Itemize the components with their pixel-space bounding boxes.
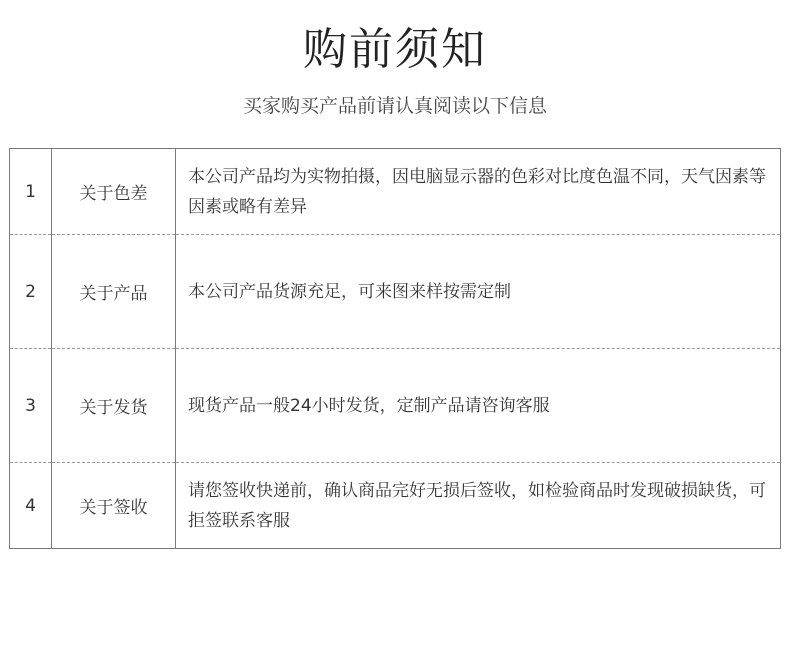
notice-table (9, 148, 781, 549)
row-description: 请您签收快递前，确认商品完好无损后签收，如检验商品时发现破损缺货，可拒签联系客服 (176, 463, 781, 549)
row-topic: 关于签收 (52, 463, 176, 549)
table-row (10, 349, 781, 463)
row-topic: 关于发货 (52, 349, 176, 463)
row-description: 本公司产品货源充足，可来图来样按需定制 (176, 235, 781, 349)
row-number: 2 (10, 235, 52, 349)
row-topic: 关于产品 (52, 235, 176, 349)
row-number: 4 (10, 463, 52, 549)
table-row (10, 463, 781, 549)
row-topic: 关于色差 (52, 149, 176, 235)
row-number: 3 (10, 349, 52, 463)
row-description: 现货产品一般24小时发货，定制产品请咨询客服 (176, 349, 781, 463)
row-description: 本公司产品均为实物拍摄，因电脑显示器的色彩对比度色温不同，天气因素等因素或略有差异 (176, 149, 781, 235)
page-subtitle: 买家购买产品前请认真阅读以下信息 (242, 95, 547, 117)
page-title: 购前须知 (303, 24, 487, 75)
row-number: 1 (10, 149, 52, 235)
table-row (10, 149, 781, 235)
table-row (10, 235, 781, 349)
